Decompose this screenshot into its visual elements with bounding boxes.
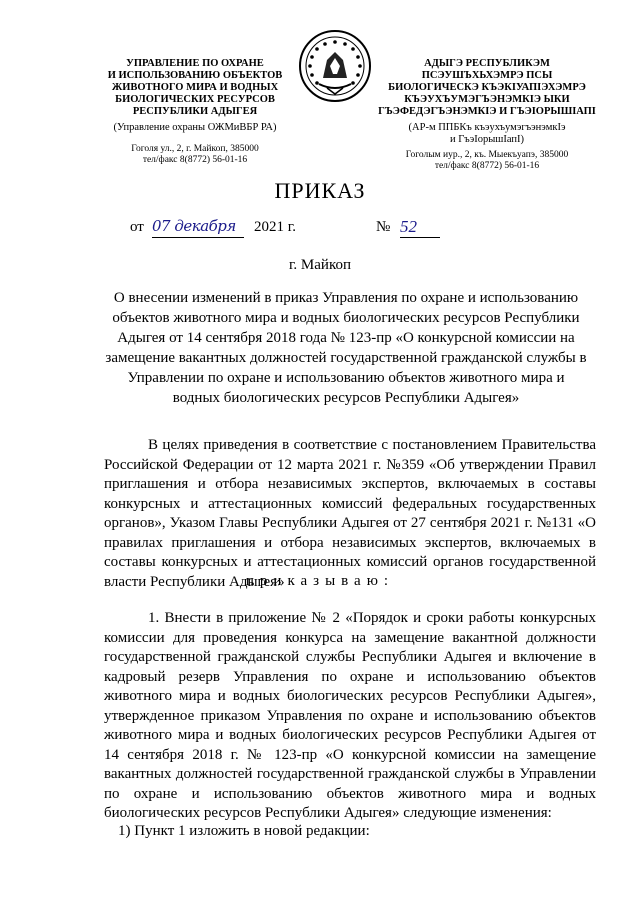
- date-number-line: [130, 217, 550, 239]
- issuer-short-name: (Управление охраны ОЖМиВБР РА): [113, 122, 277, 133]
- issuer-name-line: БИОЛОГИЧЕСКЭ КЪЭКIУАПIЭХЭМРЭ: [388, 82, 586, 93]
- handwritten-number: 52: [400, 217, 440, 238]
- item-1-subitem-1: 1) Пункт 1 изложить в новой редакции:: [118, 823, 370, 839]
- handwritten-date: 07 декабря: [152, 217, 244, 238]
- issuer-name-line: ПСЭУШЪХЬХЭМРЭ ПСЫ: [421, 70, 553, 81]
- issuer-short-name: и ГъэIорышIапI): [449, 134, 525, 145]
- issuer-name-line: УПРАВЛЕНИЕ ПО ОХРАНЕ: [126, 58, 264, 69]
- issuer-name-line: КЪЭУХЪУМЭГЪЭНЭМКIЭ ЫКИ: [404, 94, 570, 105]
- issuer-name-line: РЕСПУБЛИКИ АДЫГЕЯ: [132, 106, 258, 117]
- issuer-address: Гоголя ул., 2, г. Майкоп, 385000: [131, 144, 259, 154]
- document-title: ПРИКАЗ: [274, 178, 366, 203]
- preamble-paragraph: В целях приведения в соответствие с постановлением Правительства Российской Федерации от 12 марта 2021 г. №359 «Об утверждении Правил приглашения и отбора независимых экспертов, включаемых в составы конкурсных и аттестационных комиссий федеральных государственных органов», Указом Главы Республики Адыгея от 27 сентября 2021 г. №131 «О правилах приглашения и отбора независимых экспертов, включаемых в составы конкурсных и аттестационных комиссий органов государственной власти Республики Адыгея»: [104, 437, 596, 590]
- date-prefix: от: [130, 219, 144, 235]
- issuer-name-line: И ИСПОЛЬЗОВАНИЮ ОБЪЕКТОВ: [107, 70, 283, 81]
- issuer-name-line: ГЪЭФЕДЭГЪЭНЭМКIЭ И ГЪЭIОРЫШIАПI: [378, 106, 596, 117]
- number-label: №: [376, 219, 391, 235]
- document-year: 2021 г.: [254, 219, 296, 235]
- order-word: приказываю:: [245, 573, 395, 589]
- issuer-phone: тел/факс 8(8772) 56-01-16: [434, 161, 540, 171]
- document-city: г. Майкоп: [288, 257, 352, 273]
- issuer-name-line: ЖИВОТНОГО МИРА И ВОДНЫХ: [111, 82, 279, 93]
- document-subject: О внесении изменений в приказ Управления по охране и использованию объектов животного мира и водных биологических ресурсов Республики Адыгея от 14 сентября 2018 года № 123-пр «О конкурсной комиссии на замещение вакантных должностей государственной гражданской службы в Управлении по охране и использованию объектов животного мира и водных биологических ресурсов Республики Адыгея»: [105, 290, 587, 406]
- issuer-phone: тел/факс 8(8772) 56-01-16: [142, 155, 248, 165]
- issuer-name-line: АДЫГЭ РЕСПУБЛИКЭМ: [424, 58, 550, 69]
- issuer-address: Гоголым иур., 2, къ. Мыекъуапэ, 385000: [405, 150, 569, 160]
- issuer-short-name: (АР-м ППБКъ къэухъумэгъэнэмкIэ: [408, 122, 566, 133]
- issuer-header-adyghe: [372, 58, 602, 172]
- item-1-paragraph: 1. Внести в приложение № 2 «Порядок и сроки работы конкурсных комиссии для проведения конкурса на замещение вакантной должности государственной гражданской службы Республики Адыгея и включение в кадровый резерв Управления по охране и использованию объектов животного мира и водных биологических ресурсов Республики Адыгея», утвержденное приказом Управления по охране и использованию объектов животного мира и водных биологических ресурсов Республики Адыгея от 14 сентября 2018 г. № 123-пр «О конкурсной комиссии на замещение вакантных должностей государственной гражданской службы в Управлении по охране и использованию объектов животного мира и водных биологических ресурсов Республики Адыгея» следующие изменения:: [104, 610, 596, 821]
- coat-of-arms-emblem: [297, 28, 373, 104]
- issuer-header-russian: [100, 58, 290, 166]
- issuer-name-line: БИОЛОГИЧЕСКИХ РЕСУРСОВ: [115, 94, 275, 105]
